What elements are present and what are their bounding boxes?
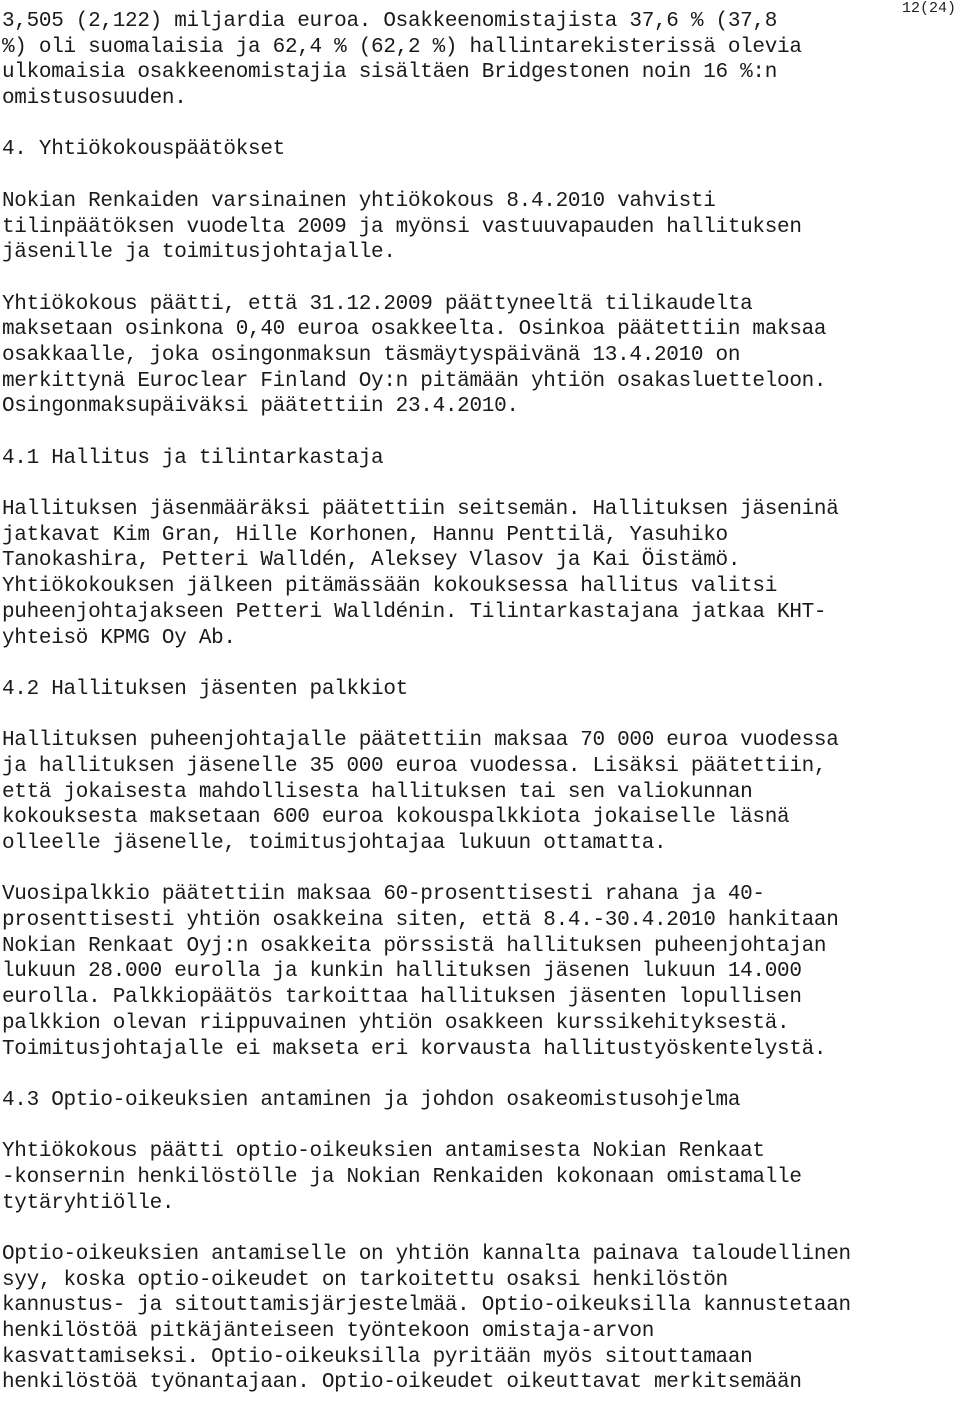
paragraph-spacer xyxy=(2,112,952,138)
text-line: 4.2 Hallituksen jäsenten palkkiot xyxy=(2,677,408,701)
text-line: 3,505 (2,122) miljardia euroa. Osakkeenomistajista 37,6 % (37,8 xyxy=(2,10,778,33)
paragraph xyxy=(2,1139,952,1216)
text-line: Optio-oikeuksien antamiselle on yhtiön kannalta painava taloudellinen xyxy=(2,1243,851,1266)
text-line: tilinpäätöksen vuodelta 2009 ja myönsi vastuuvapauden hallituksen xyxy=(2,215,802,239)
text-line: jäsenille ja toimitusjohtajalle. xyxy=(2,241,396,265)
text-line: merkittynä Euroclear Finland Oy:n pitämään yhtiön osakasluetteloon. xyxy=(2,369,827,393)
text-line: %) oli suomalaisia ja 62,4 % (62,2 %) hallintarekisterissä olevia xyxy=(2,35,802,59)
text-line: kannustus- ja sitouttamisjärjestelmää. Optio-oikeuksilla kannustetaan xyxy=(2,1294,851,1318)
paragraph xyxy=(2,882,952,1062)
text-line: Yhtiökokouksen jälkeen pitämässään kokouksessa hallitus valitsi xyxy=(2,575,778,599)
section-heading xyxy=(2,137,952,163)
section-heading xyxy=(2,446,952,472)
text-line: tytäryhtiölle. xyxy=(2,1191,175,1215)
text-line: prosenttisesti yhtiön osakkeina siten, että 8.4.-30.4.2010 hankitaan xyxy=(2,909,839,933)
paragraph-spacer xyxy=(2,1062,952,1088)
text-line: että jokaisesta mahdollisesta hallituksen tai sen valiokunnan xyxy=(2,780,753,804)
paragraph-spacer xyxy=(2,1114,952,1140)
text-line: maksetaan osinkona 0,40 euroa osakkeelta. Osinkoa päätettiin maksaa xyxy=(2,318,827,342)
paragraph-spacer xyxy=(2,266,952,292)
paragraph xyxy=(2,1242,952,1396)
text-line: Vuosipalkkio päätettiin maksaa 60-prosenttisesti rahana ja 40- xyxy=(2,883,765,907)
section-heading xyxy=(2,1088,952,1114)
text-line: olleelle jäsenelle, toimitusjohtajaa lukuun ottamatta. xyxy=(2,832,667,855)
paragraph-spacer xyxy=(2,651,952,677)
text-line: palkkion olevan riippuvainen yhtiön osakkeen kurssikehityksestä. xyxy=(2,1011,790,1035)
document-body xyxy=(2,9,952,1396)
text-line: osakkaalle, joka osingonmaksun täsmäytyspäivänä 13.4.2010 on xyxy=(2,343,741,367)
text-line: eurolla. Palkkiopäätös tarkoittaa hallituksen jäsenten lopullisen xyxy=(2,986,802,1010)
text-line: Nokian Renkaat Oyj:n osakkeita pörssistä hallituksen puheenjohtajan xyxy=(2,934,827,958)
text-line: yhteisö KPMG Oy Ab. xyxy=(2,626,236,650)
text-line: henkilöstöä pitkäjänteiseen työntekoon omistaja-arvon xyxy=(2,1320,655,1344)
paragraph xyxy=(2,9,952,112)
paragraph-spacer xyxy=(2,1216,952,1242)
paragraph xyxy=(2,728,952,856)
text-line: Osingonmaksupäiväksi päätettiin 23.4.2010. xyxy=(2,395,519,419)
text-line: syy, koska optio-oikeudet on tarkoitettu osaksi henkilöstön xyxy=(2,1268,728,1292)
text-line: omistusosuuden. xyxy=(2,87,187,111)
paragraph xyxy=(2,189,952,266)
text-line: Hallituksen jäsenmääräksi päätettiin seitsemän. Hallituksen jäseninä xyxy=(2,498,839,522)
paragraph xyxy=(2,292,952,420)
paragraph-spacer xyxy=(2,857,952,883)
paragraph-spacer xyxy=(2,471,952,497)
text-line: puheenjohtajakseen Petteri Walldénin. Tilintarkastajana jatkaa KHT- xyxy=(2,600,827,624)
text-line: 4.3 Optio-oikeuksien antaminen ja johdon osakeomistusohjelma xyxy=(2,1088,741,1112)
paragraph-spacer xyxy=(2,420,952,446)
text-line: ja hallituksen jäsenelle 35 000 euroa vuodessa. Lisäksi päätettiin, xyxy=(2,754,827,778)
text-line: kokouksesta maksetaan 600 euroa kokouspalkkiota jokaiselle läsnä xyxy=(2,806,790,830)
text-line: Yhtiökokous päätti optio-oikeuksien antamisesta Nokian Renkaat xyxy=(2,1140,765,1164)
paragraph-spacer xyxy=(2,703,952,729)
text-line: 4.1 Hallitus ja tilintarkastaja xyxy=(2,446,384,470)
text-line: jatkavat Kim Gran, Hille Korhonen, Hannu Penttilä, Yasuhiko xyxy=(2,523,728,547)
text-line: Tanokashira, Petteri Walldén, Aleksey Vlasov ja Kai Öistämö. xyxy=(2,549,741,573)
paragraph-spacer xyxy=(2,163,952,189)
text-line: 4. Yhtiökokouspäätökset xyxy=(2,138,285,162)
text-line: -konsernin henkilöstölle ja Nokian Renkaiden kokonaan omistamalle xyxy=(2,1165,802,1189)
text-line: ulkomaisia osakkeenomistajia sisältäen Bridgestonen noin 16 %:n xyxy=(2,61,778,85)
text-line: lukuun 28.000 eurolla ja kunkin hallituksen jäsenen lukuun 14.000 xyxy=(2,960,802,984)
page-number: 12(24) xyxy=(901,0,956,17)
section-heading xyxy=(2,677,952,703)
text-line: kasvattamiseksi. Optio-oikeuksilla pyritään myös sitouttamaan xyxy=(2,1345,753,1369)
text-line: Hallituksen puheenjohtajalle päätettiin maksaa 70 000 euroa vuodessa xyxy=(2,729,839,753)
text-line: Toimitusjohtajalle ei makseta eri korvausta hallitustyöskentelystä. xyxy=(2,1037,827,1061)
text-line: Yhtiökokous päätti, että 31.12.2009 päättyneeltä tilikaudelta xyxy=(2,292,753,316)
paragraph xyxy=(2,497,952,651)
text-line: Nokian Renkaiden varsinainen yhtiökokous 8.4.2010 vahvisti xyxy=(2,189,716,213)
text-line: henkilöstöä työnantajaan. Optio-oikeudet oikeuttavat merkitsemään xyxy=(2,1371,802,1395)
